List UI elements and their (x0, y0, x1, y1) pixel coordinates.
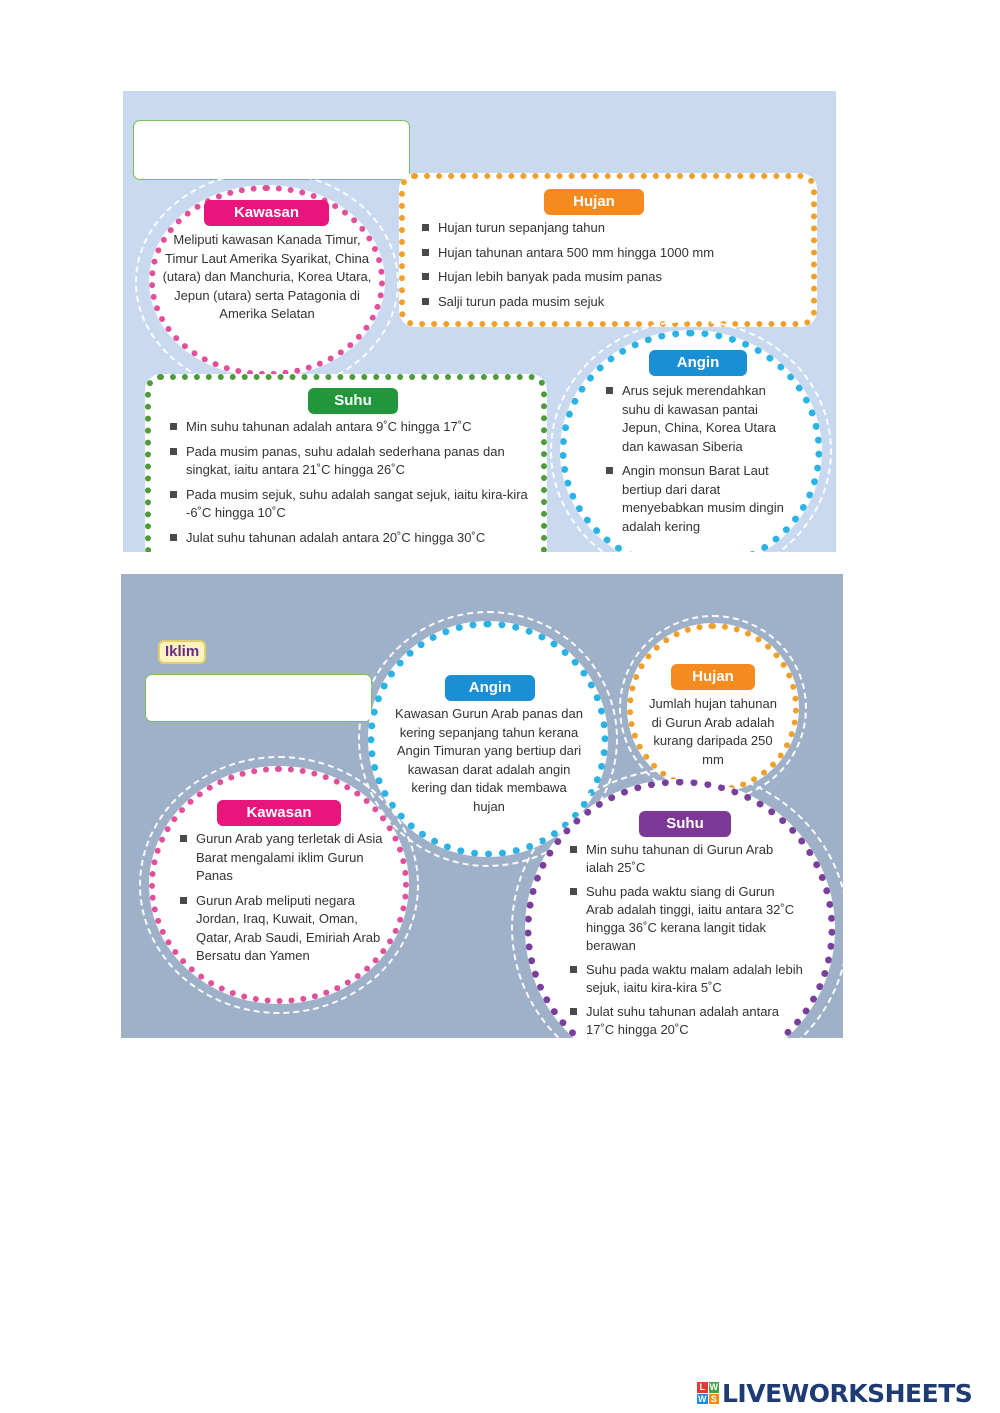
liveworksheets-logo-mark-icon (697, 1382, 719, 1404)
kawasan-label: Kawasan (217, 800, 341, 826)
logo-mark-cell: L (697, 1382, 708, 1393)
list-item: Suhu pada waktu siang di Gurun Arab adalah tinggi, iaitu antara 32˚C hingga 36˚C kerana langit tidak berawan (569, 883, 804, 955)
kawasan-label: Kawasan (204, 200, 329, 226)
angin-label: Angin (649, 350, 747, 376)
hujan-box (399, 173, 817, 327)
list-item: Min suhu tahunan adalah antara 9˚C hingga 17˚C (169, 418, 531, 437)
iklim-tag: Iklim (158, 640, 206, 664)
suhu-label: Suhu (639, 811, 731, 837)
list-item: Julat suhu tahunan adalah antara 20˚C hingga 30˚C (169, 529, 531, 548)
suhu-label: Suhu (308, 388, 398, 414)
logo-text: LIVEWORKSHEETS (722, 1378, 973, 1408)
list-item: Hujan turun sepanjang tahun (421, 219, 806, 238)
kawasan-list (179, 830, 391, 972)
logo-mark-cell: S (709, 1394, 720, 1405)
kawasan-circle (149, 185, 385, 377)
kawasan-circle (149, 766, 409, 1004)
list-item: Suhu pada waktu malam adalah lebih sejuk, iaitu kira-kira 5˚C (569, 961, 804, 997)
list-item: Salji turun pada musim sejuk (421, 293, 806, 312)
suhu-list (169, 418, 531, 552)
list-item: Hujan tahunan antara 500 mm hingga 1000 mm (421, 244, 806, 263)
logo-mark-cell: W (698, 1393, 707, 1404)
list-item: Min suhu tahunan di Gurun Arab ialah 25˚C (569, 841, 804, 877)
hujan-text: Jumlah hujan tahunan di Gurun Arab adalah kurang daripada 250 mm (649, 696, 777, 767)
angin-label: Angin (445, 675, 535, 701)
desert-climate-panel (121, 574, 843, 1038)
angin-text: Kawasan Gurun Arab panas dan kering sepanjang tahun kerana Angin Timuran yang bertiup dari kawasan darat adalah angin kering dan tidak membawa hujan (395, 706, 583, 814)
liveworksheets-logo[interactable] (697, 1378, 972, 1408)
list-item: Angin monsun Barat Laut bertiup dari darat menyebabkan musim dingin adalah kering (605, 462, 795, 536)
hujan-circle (627, 623, 799, 793)
list-item: Pada musim sejuk, suhu adalah sangat sejuk, iaitu kira-kira -6˚C hingga 10˚C (169, 486, 531, 523)
hujan-label: Hujan (671, 664, 755, 690)
angin-list (605, 382, 795, 542)
list-item: Hujan lebih banyak pada musim panas (421, 268, 806, 287)
hujan-label: Hujan (544, 189, 644, 215)
list-item: Julat suhu tahunan adalah antara 17˚C hingga 20˚C (569, 1003, 804, 1038)
list-item: Pada musim panas, suhu adalah sederhana panas dan singkat, iaitu antara 21˚C hingga 26˚C (169, 443, 531, 480)
logo-mark-cell: W (709, 1382, 718, 1392)
temperate-climate-panel (123, 91, 836, 552)
list-item: Gurun Arab meliputi negara Jordan, Iraq, Kuwait, Oman, Qatar, Arab Saudi, Emiriah Arab Bersatu dan Yamen (179, 892, 391, 966)
list-item: Gurun Arab yang terletak di Asia Barat mengalami iklim Gurun Panas (179, 830, 391, 886)
answer-blank-2[interactable] (145, 674, 372, 722)
suhu-list (569, 841, 804, 1038)
list-item: Arus sejuk merendahkan suhu di kawasan pantai Jepun, China, Korea Utara dan kawasan Siberia (605, 382, 795, 456)
kawasan-text: Meliputi kawasan Kanada Timur, Timur Laut Amerika Syarikat, China (utara) dan Manchuria, Korea Utara, Jepun (utara) serta Patagonia di Amerika Selatan (162, 232, 372, 321)
hujan-list (421, 219, 806, 317)
suhu-box (145, 374, 547, 552)
